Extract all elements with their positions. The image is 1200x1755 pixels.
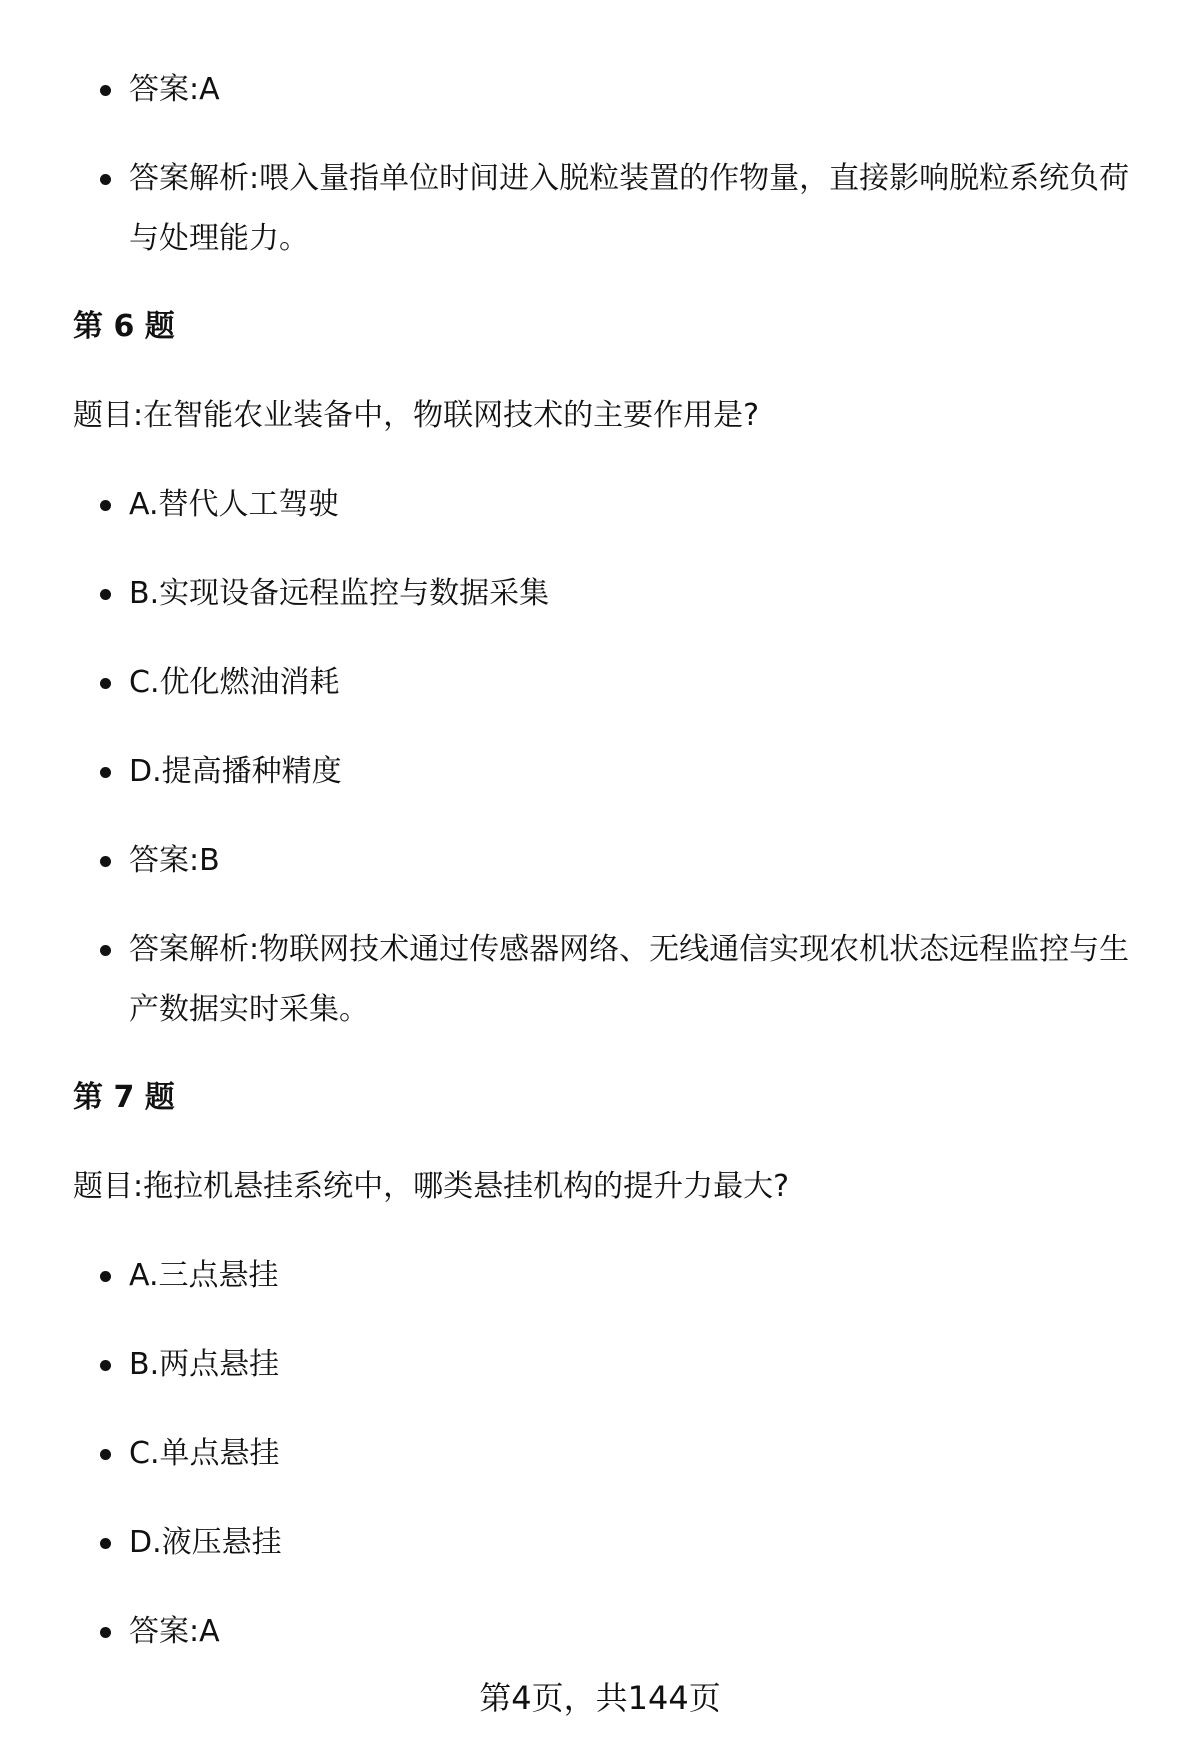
bullet-icon (100, 1271, 111, 1282)
answer-text: 答案:A (129, 72, 220, 107)
option-text: B.实现设备远程监控与数据采集 (129, 576, 550, 611)
question-stem: 题目:拖拉机悬挂系统中，哪类悬挂机构的提升力最大? (73, 1169, 790, 1204)
bullet-icon (100, 678, 111, 689)
page-number: 第4页，共144页 (479, 1679, 721, 1717)
question-title: 第 6 题 (73, 309, 175, 344)
question-options (73, 475, 1153, 1040)
document-content (73, 60, 1153, 1691)
bullet-icon (100, 174, 111, 185)
bullet-icon (100, 856, 111, 867)
explanation-text: 答案解析:喂入量指单位时间进入脱粒装置的作物量，直接影响脱粒系统负荷与处理能力。 (129, 161, 1130, 256)
question-options (73, 1246, 1153, 1662)
option-text: D.液压悬挂 (129, 1525, 282, 1560)
bullet-icon (100, 500, 111, 511)
option-item (73, 564, 1153, 624)
option-text: D.提高播种精度 (129, 754, 342, 789)
answer-text: 答案:A (129, 1614, 220, 1649)
answer-text: 答案:B (129, 843, 220, 878)
option-item (73, 742, 1153, 802)
bullet-icon (100, 1538, 111, 1549)
bullet-icon (100, 1449, 111, 1460)
previous-question-tail (73, 60, 1153, 269)
option-text: C.优化燃油消耗 (129, 665, 340, 700)
explanation-item (73, 920, 1153, 1040)
option-item (73, 653, 1153, 713)
option-text: C.单点悬挂 (129, 1436, 280, 1471)
explanation-text: 答案解析:物联网技术通过传感器网络、无线通信实现农机状态远程监控与生产数据实时采集。 (129, 932, 1130, 1027)
option-item (73, 475, 1153, 535)
option-text: B.两点悬挂 (129, 1347, 280, 1382)
answer-item (73, 60, 1153, 120)
option-item (73, 1335, 1153, 1395)
option-text: A.三点悬挂 (129, 1258, 279, 1293)
answer-item (73, 831, 1153, 891)
bullet-icon (100, 767, 111, 778)
question-stem: 题目:在智能农业装备中，物联网技术的主要作用是? (73, 398, 760, 433)
question-title: 第 7 题 (73, 1080, 175, 1115)
option-item (73, 1424, 1153, 1484)
bullet-icon (100, 589, 111, 600)
bullet-icon (100, 945, 111, 956)
answer-item (73, 1602, 1153, 1662)
option-text: A.替代人工驾驶 (129, 487, 339, 522)
explanation-item (73, 149, 1153, 269)
bullet-icon (100, 85, 111, 96)
option-item (73, 1513, 1153, 1573)
bullet-icon (100, 1360, 111, 1371)
option-item (73, 1246, 1153, 1306)
bullet-icon (100, 1627, 111, 1638)
